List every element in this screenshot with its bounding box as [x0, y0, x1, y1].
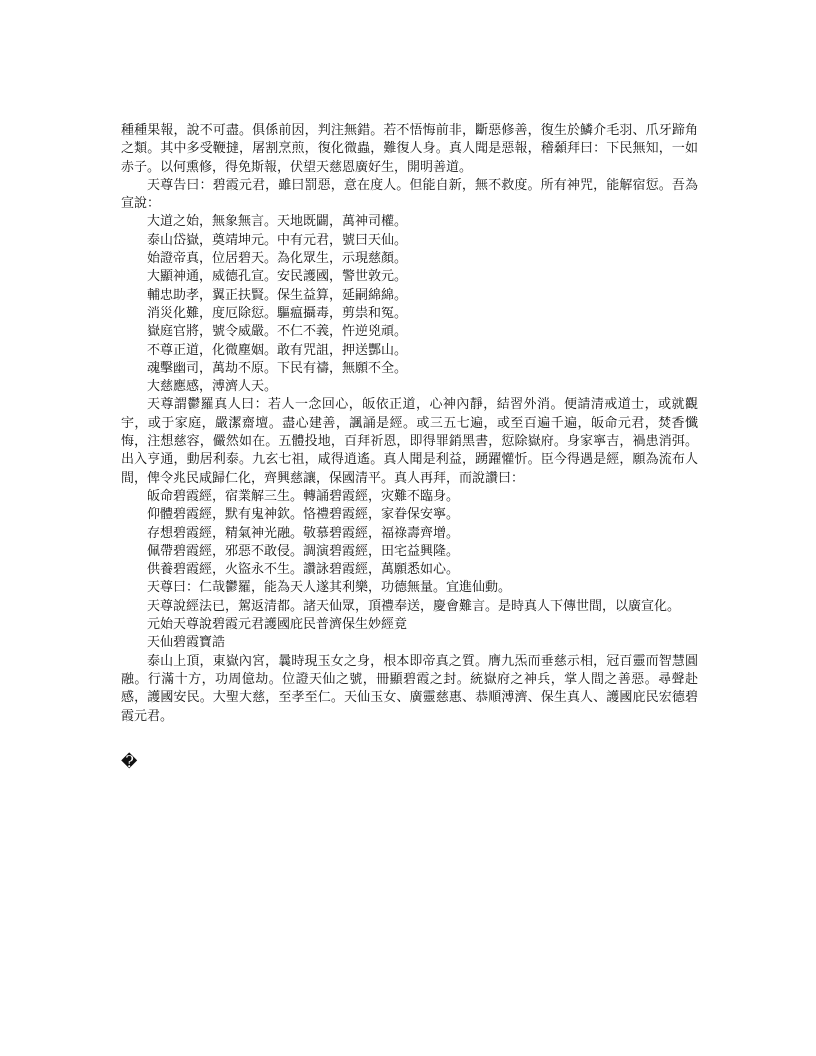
- verse-line: 皈命碧霞經，宿業解三生。轉誦碧霞經，灾難不臨身。: [147, 488, 460, 504]
- paragraph: 天尊說經法已，駕返清都。諸天仙眾，頂禮奉送，慶會難言。是時真人下傳世間，以廣宣化。: [147, 598, 681, 614]
- verse-line: 大慈應感，溥濟人天。: [147, 379, 278, 395]
- verse-line: 佩帶碧霞經，邪惡不敢侵。調演碧霞經，田宅益興隆。: [147, 543, 460, 559]
- paragraph: 種種果報，說不可盡。俱係前因，判注無錯。若不悟悔前非，斷惡修善，復生於鱗介毛羽、爪牙蹄角之類。其中多受鞭撻，屠割烹煎，復化微蟲，難復人身。真人聞是惡報，稽顙拜曰：下民無知，一如赤子。以何熏修，得免斯報，伏望天慈恩廣好生，開明善道。: [121, 123, 698, 175]
- verse-line: 大顯神通，威德孔宣。安民護國，警世敦元。: [147, 269, 408, 285]
- verse-line: 嶽庭官將，號令威嚴。不仁不義，忤逆兇頑。: [147, 324, 408, 340]
- verse-line: 魂擊幽司，萬劫不原。下民有禱，無願不全。: [147, 360, 408, 376]
- sutra-end-title: 元始天尊說碧霞元君護國庇民普濟保生妙經竟: [147, 617, 408, 633]
- verse-line: 消災化難，度厄除愆。驅瘟攝毒，剪祟和冤。: [147, 305, 408, 321]
- verse-line: 大道之始，無象無言。天地既闢，萬神司權。: [147, 214, 408, 230]
- replacement-glyph: �: [121, 751, 138, 771]
- paragraph: 天尊告曰：碧霞元君，雖曰罰惡，意在度人。但能自新，無不救度。所有神咒，能解宿愆。吾為宣說：: [121, 177, 698, 212]
- verse-line: 仰體碧霞經，默有鬼神欽。恪禮碧霞經，家眷保安寧。: [147, 507, 460, 523]
- verse-line: 不尊正道，化微塵姻。敢有咒詛，押送酆山。: [147, 342, 408, 358]
- verse-line: 供養碧霞經，火盜永不生。讚詠碧霞經，萬願悉如心。: [147, 562, 460, 578]
- verse-line: 輔忠助孝，翼正扶賢。保生益算，延嗣綿綿。: [147, 287, 408, 303]
- paragraph: 泰山上頂，東嶽內宮，曩時現玉女之身，根本即帝真之質。膺九炁而垂慈示相，冠百靈而智慧圓融。行滿十方，功周億劫。位證天仙之號，冊顯碧霞之封。統嶽府之神兵，掌人間之善惡。尋聲赴感，護國安民。大聖大慈，至孝至仁。天仙玉女、廣靈慈惠、恭順溥濟、保生真人、護國庇民宏德碧霞元君。: [121, 653, 698, 724]
- invocation-title: 天仙碧霞寶誥: [147, 635, 226, 651]
- verse-line: 泰山岱嶽，奠靖坤元。中有元君，號曰天仙。: [147, 232, 408, 248]
- document-body: [121, 122, 698, 771]
- verse-line: 始證帝真，位居碧天。為化眾生，示現慈顏。: [147, 251, 408, 267]
- verse-line: 天尊曰：仁哉鬱羅，能為天人遂其利樂，功德無量。宜進仙動。: [147, 580, 512, 596]
- paragraph: 天尊謂鬱羅真人曰：若人一念回心，皈依正道，心神內靜，結習外消。便請清戒道士，或就觀宇，或于家庭，嚴潔齋壇。盡心建善，諷誦是經。或三五七遍，或至百遍千遍，皈命元君，焚香懺悔，注想慈容，儼然如在。五體投地，百拜祈恩，即得罪銷黑書，愆除嶽府。身家寧吉，禍患消弭。出入亨通，動居利泰。九玄七祖，咸得逍遙。真人聞是利益，踴躍懽忻。臣今得遇是經，願為流布人間，俾令兆民咸歸仁化，齊興慈讓，保國清平。真人再拜，而說讚曰：: [121, 397, 698, 486]
- verse-line: 存想碧霞經，精氣神光融。敬慕碧霞經，福祿壽齊增。: [147, 525, 460, 541]
